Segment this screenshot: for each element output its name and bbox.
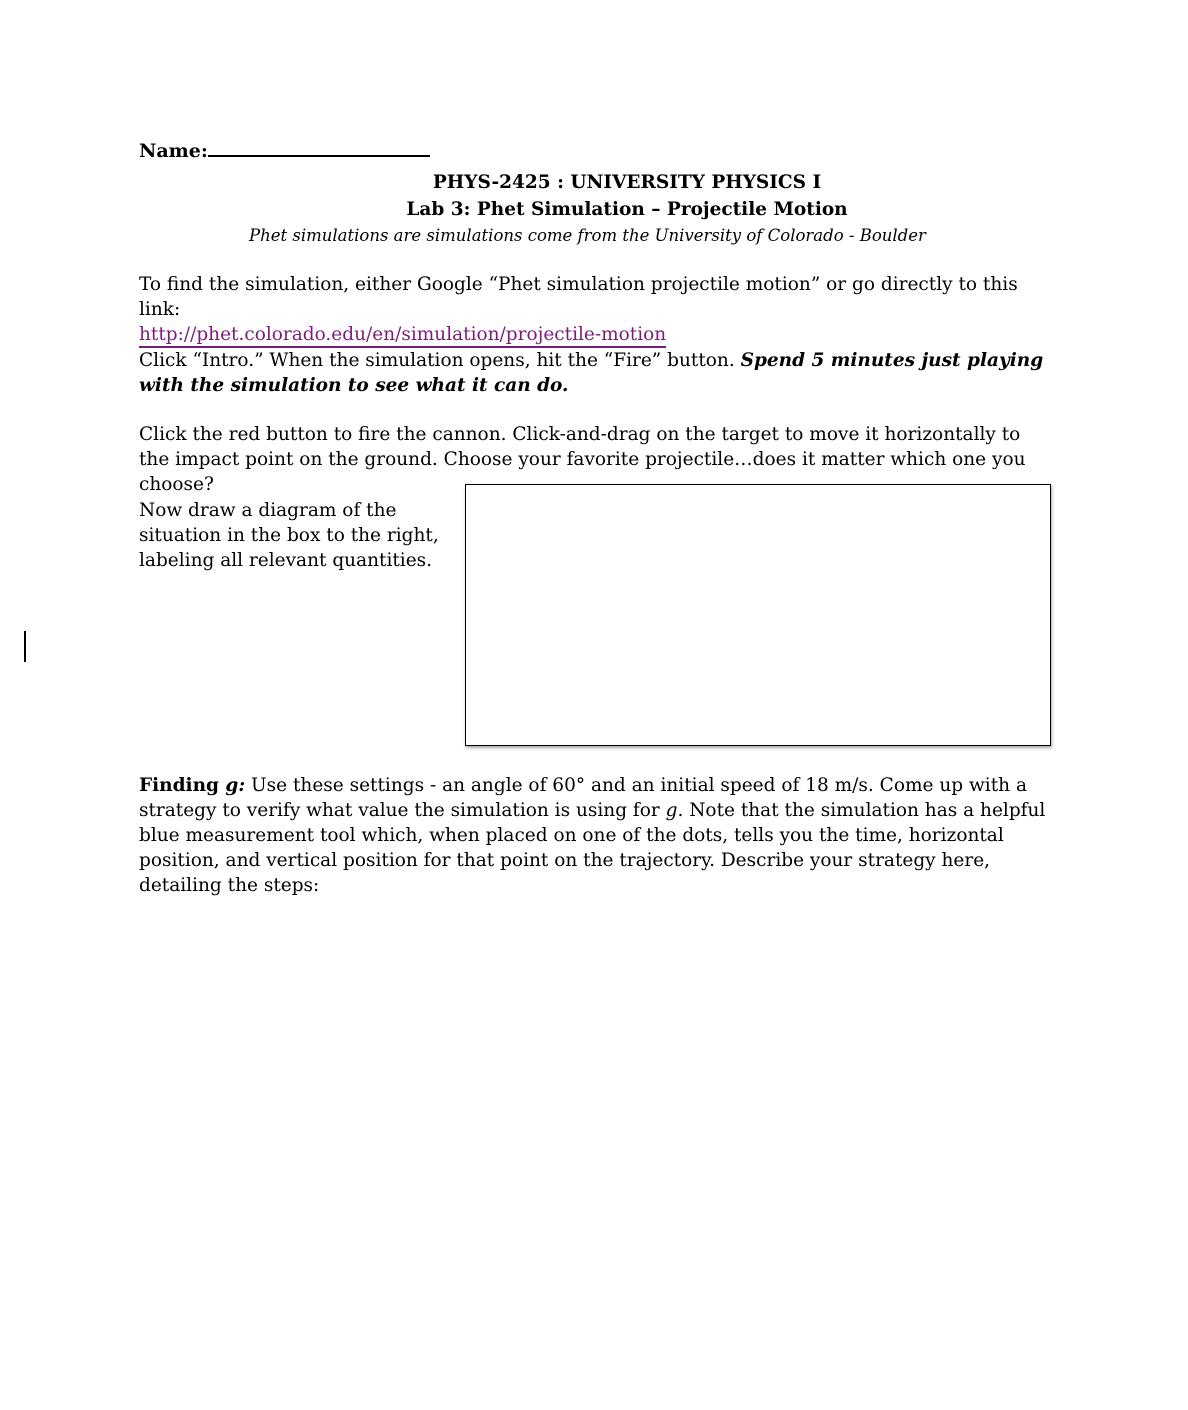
text-cursor bbox=[24, 631, 26, 662]
simulation-link[interactable]: http://phet.colorado.edu/en/simulation/projectile-motion bbox=[139, 324, 666, 348]
finding-g-label: Finding bbox=[139, 775, 226, 796]
lab-title: Lab 3: Phet Simulation – Projectile Motion bbox=[406, 199, 848, 220]
finding-g-variable: g: bbox=[225, 775, 246, 796]
play-emphasis-text: Spend 5 minutes just playing with the simulation to see what it can do. bbox=[139, 350, 1044, 396]
name-field-line bbox=[139, 139, 1049, 164]
finding-g-text-1: Use these settings - an angle of 60° and an initial speed of 18 m/s. Come up with a strategy to verify what value the simulation is using for bbox=[139, 775, 1027, 821]
finding-g-text-2: . Note that the simulation has a helpful blue measurement tool which, when placed on one of the dots, tells you the time, horizontal position, and vertical position for that point on the trajectory. Describe your strategy here, detailing the steps: bbox=[139, 800, 1046, 896]
finding-g-paragraph bbox=[139, 773, 1051, 898]
g-variable-inline: g bbox=[665, 800, 678, 821]
course-title: PHYS-2425 : UNIVERSITY PHYSICS I bbox=[432, 172, 822, 193]
fire-cannon-paragraph: Click the red button to fire the cannon. Click-and-drag on the target to move it horizontally to the impact point on the ground. Choose your favorite projectile…does it matter which one you choose? bbox=[139, 424, 1026, 495]
find-simulation-text: To find the simulation, either Google “Phet simulation projectile motion” or go directly to this link: bbox=[139, 274, 1018, 320]
subtitle: Phet simulations are simulations come from the University of Colorado - Boulder bbox=[249, 226, 926, 245]
find-simulation-paragraph bbox=[139, 272, 1049, 347]
click-intro-text: Click “Intro.” When the simulation opens, hit the “Fire” button. bbox=[139, 350, 741, 371]
name-blank-field[interactable] bbox=[208, 141, 430, 157]
diagram-prompt: Now draw a diagram of the situation in the box to the right, labeling all relevant quantities. bbox=[139, 500, 439, 571]
name-label: Name: bbox=[139, 140, 208, 162]
diagram-drawing-box[interactable] bbox=[465, 484, 1051, 746]
click-intro-paragraph bbox=[139, 348, 1049, 398]
